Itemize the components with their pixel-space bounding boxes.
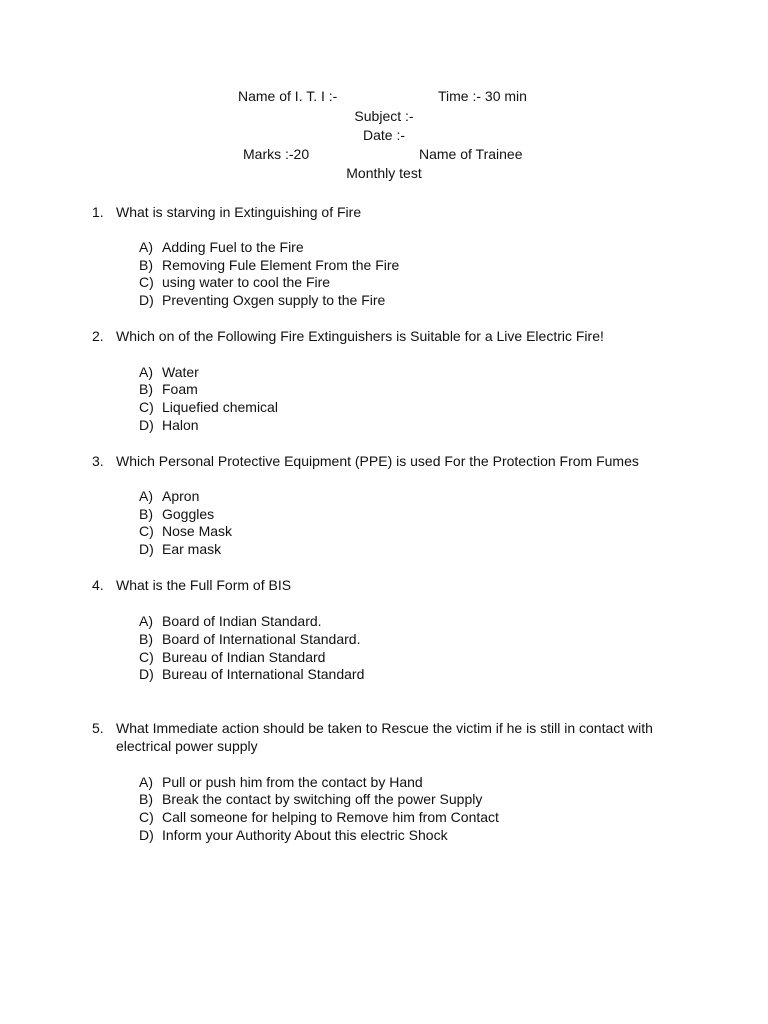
time-label: Time :- 30 min: [438, 88, 527, 104]
option-letter: A): [139, 613, 153, 629]
option-text: Board of Indian Standard.: [162, 613, 322, 629]
option-1d: [139, 291, 385, 309]
question-text: What is starving in Extinguishing of Fire: [116, 204, 362, 220]
option-letter: C): [139, 523, 154, 539]
question-number: 1.: [92, 204, 104, 220]
option-text: Halon: [162, 417, 199, 433]
option-letter: C): [139, 809, 154, 825]
option-letter: B): [139, 791, 153, 807]
option-1a: [139, 238, 304, 256]
option-text: Board of International Standard.: [162, 631, 361, 647]
option-text: Nose Mask: [162, 523, 233, 539]
option-3a: [139, 487, 199, 505]
option-3d: [139, 540, 221, 558]
question-text: Which Personal Protective Equipment (PPE) is used For the Protection From Fumes: [116, 453, 639, 469]
option-1c: [139, 273, 330, 291]
option-text: Bureau of International Standard: [162, 666, 365, 682]
question-text: What is the Full Form of BIS: [116, 577, 292, 593]
option-4a: [139, 612, 322, 630]
option-text: Pull or push him from the contact by Hand: [162, 774, 423, 790]
option-letter: D): [139, 292, 154, 308]
option-text: Adding Fuel to the Fire: [162, 239, 304, 255]
option-text: Ear mask: [162, 541, 222, 557]
option-5d: [139, 826, 448, 844]
option-text: Bureau of Indian Standard: [162, 649, 326, 665]
option-letter: C): [139, 274, 154, 290]
option-letter: C): [139, 399, 154, 415]
option-text: Removing Fule Element From the Fire: [162, 257, 400, 273]
option-letter: D): [139, 827, 154, 843]
option-text: Goggles: [162, 506, 215, 522]
option-text: Call someone for helping to Remove him from Contact: [162, 809, 499, 825]
option-letter: B): [139, 506, 153, 522]
option-letter: A): [139, 364, 153, 380]
question-text: Which on of the Following Fire Extinguishers is Suitable for a Live Electric Fire!: [116, 328, 604, 344]
option-letter: B): [139, 381, 153, 397]
option-text: Preventing Oxgen supply to the Fire: [162, 292, 386, 308]
option-text: Break the contact by switching off the power Supply: [162, 791, 483, 807]
question-number: 2.: [92, 328, 104, 344]
option-5b: [139, 790, 482, 808]
option-letter: C): [139, 649, 154, 665]
option-text: Foam: [162, 381, 198, 397]
question-number: 4.: [92, 577, 104, 593]
question-number: 3.: [92, 453, 104, 469]
option-2b: [139, 380, 198, 398]
option-2c: [139, 398, 278, 416]
trainee-name-label: Name of Trainee: [419, 146, 523, 162]
option-4d: [139, 665, 364, 683]
option-3b: [139, 505, 214, 523]
option-1b: [139, 256, 399, 274]
test-title: Monthly test: [346, 165, 422, 181]
option-letter: D): [139, 417, 154, 433]
option-5a: [139, 773, 423, 791]
option-letter: D): [139, 541, 154, 557]
option-4c: [139, 648, 325, 666]
option-3c: [139, 522, 232, 540]
option-4b: [139, 630, 360, 648]
option-letter: D): [139, 666, 154, 682]
option-letter: A): [139, 488, 153, 504]
option-letter: B): [139, 631, 153, 647]
subject-label: Subject :-: [354, 108, 414, 124]
iti-name-label: Name of I. T. I :-: [238, 88, 338, 104]
option-letter: A): [139, 774, 153, 790]
question-number: 5.: [92, 720, 104, 736]
option-text: Liquefied chemical: [162, 399, 278, 415]
option-text: using water to cool the Fire: [162, 274, 331, 290]
option-2a: [139, 363, 199, 381]
option-text: Water: [162, 364, 199, 380]
option-letter: B): [139, 257, 153, 273]
question-text: What Immediate action should be taken to Rescue the victim if he is still in contact with electrical power supply: [116, 720, 653, 754]
marks-label: Marks :-20: [243, 146, 310, 162]
option-text: Apron: [162, 488, 200, 504]
option-letter: A): [139, 239, 153, 255]
option-2d: [139, 416, 199, 434]
date-label: Date :-: [362, 127, 405, 143]
option-text: Inform your Authority About this electric Shock: [162, 827, 448, 843]
option-5c: [139, 808, 499, 826]
